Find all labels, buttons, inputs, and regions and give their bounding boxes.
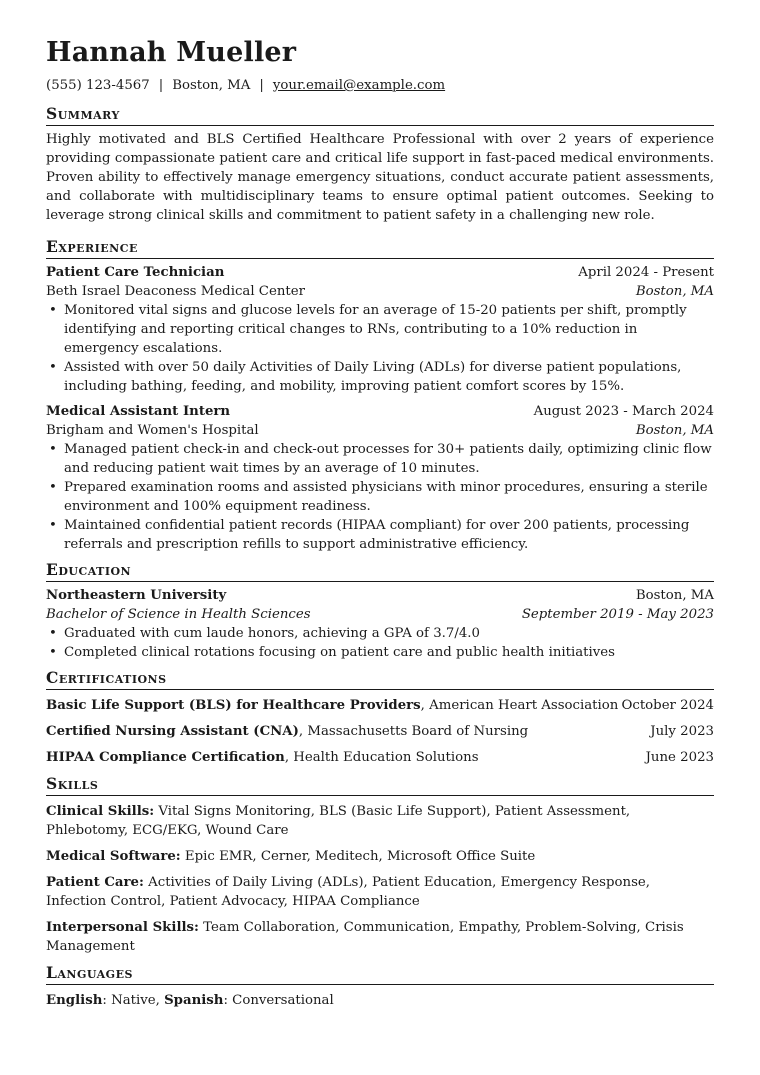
job-dates: August 2023 - March 2024 bbox=[533, 404, 714, 419]
experience-section bbox=[46, 263, 714, 554]
location: Boston, MA bbox=[172, 78, 251, 93]
certification-issuer: , Massachusetts Board of Nursing bbox=[298, 724, 529, 739]
skill-item bbox=[46, 847, 714, 866]
certification-date: October 2024 bbox=[621, 698, 714, 713]
job-org: Beth Israel Deaconess Medical Center bbox=[46, 284, 305, 299]
certification-text bbox=[46, 722, 528, 741]
section-title-certifications: Certifications bbox=[46, 668, 714, 690]
section-title-experience: Experience bbox=[46, 237, 714, 259]
job-bullets bbox=[46, 440, 714, 554]
job-entry bbox=[46, 263, 714, 396]
job-bullets bbox=[46, 301, 714, 396]
phone: (555) 123-4567 bbox=[46, 78, 150, 93]
bullet-item: • Monitored vital signs and glucose levels for an average of 15-20 patients per shift, promptly identifying and reporting critical changes to RNs, contributing to a 10% reduction in emergency escalations. bbox=[46, 301, 714, 358]
skill-value: Team Collaboration, Communication, Empathy, Problem-Solving, Crisis Management bbox=[46, 920, 684, 954]
skill-label: Medical Software: bbox=[46, 849, 181, 864]
languages-line bbox=[46, 991, 714, 1010]
separator: | bbox=[259, 78, 264, 93]
resume-page bbox=[46, 36, 714, 1010]
skill-item bbox=[46, 873, 714, 911]
certification-item bbox=[46, 696, 714, 715]
job-location: Boston, MA bbox=[635, 423, 714, 438]
section-title-skills: Skills bbox=[46, 774, 714, 796]
job-header bbox=[46, 263, 714, 282]
degree: Bachelor of Science in Health Sciences bbox=[46, 607, 311, 622]
education-header bbox=[46, 586, 714, 605]
job-header bbox=[46, 402, 714, 421]
job-org-row bbox=[46, 282, 714, 301]
certifications-section bbox=[46, 696, 714, 767]
certification-name: Certified Nursing Assistant (CNA) bbox=[46, 724, 299, 739]
school-name: Northeastern University bbox=[46, 588, 227, 603]
bullet-item: • Managed patient check-in and check-out processes for 30+ patients daily, optimizing clinic flow and reducing patient wait times by an average of 10 minutes. bbox=[46, 440, 714, 478]
job-dates: April 2024 - Present bbox=[578, 265, 714, 280]
certification-text bbox=[46, 748, 479, 767]
language-name: Spanish bbox=[164, 993, 224, 1008]
skill-item bbox=[46, 918, 714, 956]
certification-item bbox=[46, 748, 714, 767]
certification-name: Basic Life Support (BLS) for Healthcare Providers bbox=[46, 698, 421, 713]
language-name: English bbox=[46, 993, 103, 1008]
skill-value: Epic EMR, Cerner, Meditech, Microsoft Office Suite bbox=[180, 849, 536, 864]
skill-value: Activities of Daily Living (ADLs), Patient Education, Emergency Response, Infection Control, Patient Advocacy, HIPAA Compliance bbox=[46, 875, 650, 909]
job-org-row bbox=[46, 421, 714, 440]
certification-date: June 2023 bbox=[645, 750, 714, 765]
language-level: : Conversational bbox=[223, 993, 334, 1008]
certification-issuer: , Health Education Solutions bbox=[284, 750, 479, 765]
language-level: : Native, bbox=[102, 993, 165, 1008]
separator: | bbox=[158, 78, 164, 93]
skills-section bbox=[46, 802, 714, 956]
candidate-name: Hannah Mueller bbox=[46, 37, 297, 68]
section-title-languages: Languages bbox=[46, 963, 714, 985]
skill-label: Interpersonal Skills: bbox=[46, 920, 199, 935]
section-title-education: Education bbox=[46, 560, 714, 582]
section-title-summary: Summary bbox=[46, 104, 714, 126]
education-section bbox=[46, 586, 714, 662]
contact-line bbox=[46, 76, 714, 95]
summary-text: Highly motivated and BLS Certified Healthcare Professional with over 2 years of experience providing compassionate patient care and critical life support in fast-paced medical environments. Proven ability to effectively manage emergency situations, conduct accurate patient assessments, and collaborate with multidisciplinary teams to ensure optimal patient outcomes. Seeking to leverage strong clinical skills and commitment to patient safety in a challenging new role. bbox=[46, 132, 714, 223]
education-dates: September 2019 - May 2023 bbox=[521, 607, 714, 622]
bullet-item: • Maintained confidential patient records (HIPAA compliant) for over 200 patients, processing referrals and prescription refills to support administrative efficiency. bbox=[46, 516, 714, 554]
skill-label: Patient Care: bbox=[46, 875, 144, 890]
school-location: Boston, MA bbox=[635, 588, 714, 603]
certification-text bbox=[46, 696, 618, 715]
education-bullets bbox=[46, 624, 714, 662]
job-role: Medical Assistant Intern bbox=[46, 404, 231, 419]
job-entry bbox=[46, 402, 714, 554]
certification-item bbox=[46, 722, 714, 741]
certification-name: HIPAA Compliance Certification bbox=[46, 750, 285, 765]
bullet-item: • Assisted with over 50 daily Activities of Daily Living (ADLs) for diverse patient populations, including bathing, feeding, and mobility, improving patient comfort scores by 15%. bbox=[46, 358, 714, 396]
certification-date: July 2023 bbox=[650, 724, 714, 739]
certification-issuer: , American Heart Association bbox=[420, 698, 619, 713]
skill-value: Vital Signs Monitoring, BLS (Basic Life Support), Patient Assessment, Phlebotomy, ECG/EKG, Wound Care bbox=[46, 804, 631, 838]
job-org: Brigham and Women's Hospital bbox=[46, 423, 259, 438]
email-link[interactable]: your.email@example.com bbox=[272, 78, 446, 93]
skill-label: Clinical Skills: bbox=[46, 804, 155, 819]
degree-row bbox=[46, 605, 714, 624]
bullet-item: • Graduated with cum laude honors, achieving a GPA of 3.7/4.0 bbox=[46, 624, 714, 643]
bullet-item: • Completed clinical rotations focusing on patient care and public health initiatives bbox=[46, 643, 714, 662]
skill-item bbox=[46, 802, 714, 840]
job-location: Boston, MA bbox=[635, 284, 714, 299]
bullet-item: • Prepared examination rooms and assisted physicians with minor procedures, ensuring a sterile environment and 100% equipment readiness. bbox=[46, 478, 714, 516]
job-role: Patient Care Technician bbox=[46, 265, 225, 280]
